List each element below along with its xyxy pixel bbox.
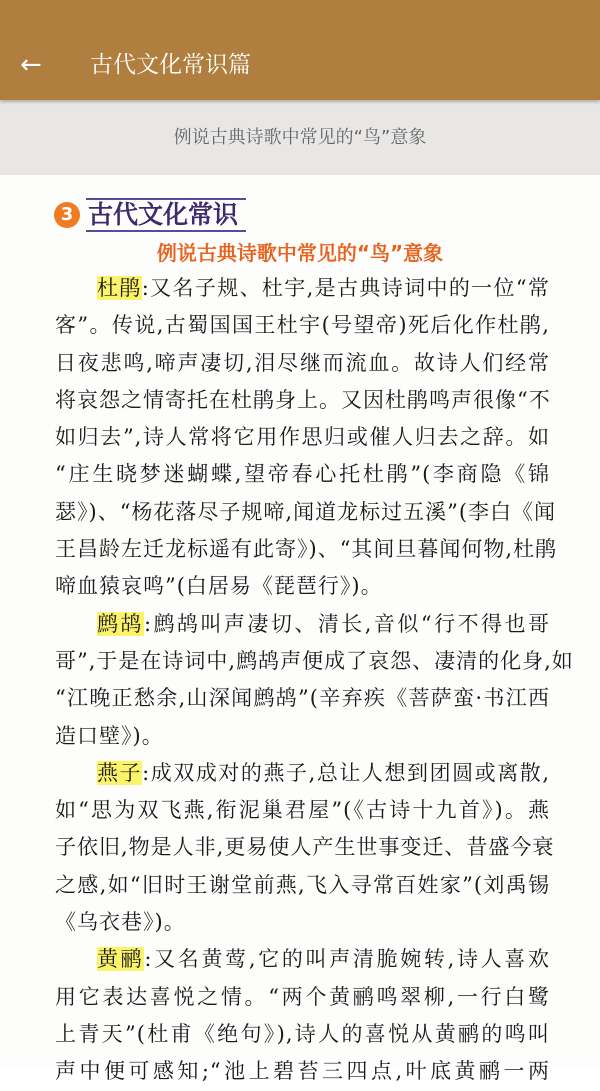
page-title: 古代文化常识篇 bbox=[90, 52, 251, 78]
text-line bbox=[55, 270, 550, 307]
line-text: :又名子规、杜宇,是古典诗词中的一位“常 bbox=[141, 276, 550, 300]
line-text: 将哀怨之情寄托在杜鹃身上。又因杜鹃鸣声很像“不 bbox=[55, 387, 551, 412]
text-line bbox=[55, 1016, 550, 1053]
line-text: :鹧鸪叫声凄切、清长,音似“行不得也哥 bbox=[143, 611, 550, 636]
text-line bbox=[55, 829, 555, 866]
line-text: 上青天”(杜甫《绝句》),诗人的喜悦从黄鹂的鸣叫 bbox=[55, 1021, 550, 1046]
text-line bbox=[55, 419, 550, 456]
arrow-left-icon: ← bbox=[20, 50, 42, 80]
line-text: 如归去”,诗人常将它用作思归或催人归去之辞。如 bbox=[55, 425, 550, 450]
text-line bbox=[55, 382, 550, 419]
highlighted-keyword: 黄鹂 bbox=[97, 947, 145, 972]
line-text: “庄生晓梦迷蝴蝶,望帝春心托杜鹃”(李商隐《锦 bbox=[55, 462, 550, 487]
line-text: 子依旧,物是人非,更易使人产生世事变迁、昔盛今衰 bbox=[55, 835, 555, 860]
line-text: “江晚正愁余,山深闻鹧鸪”(辛弃疾《菩萨蛮·书江西 bbox=[55, 686, 550, 711]
text-line bbox=[55, 979, 550, 1016]
line-text: 造口壁》)。 bbox=[55, 723, 164, 748]
text-line bbox=[55, 867, 550, 904]
line-text: 客”。传说,古蜀国国王杜宇(号望帝)死后化作杜鹃, bbox=[55, 313, 550, 338]
text-line bbox=[55, 345, 550, 382]
paragraph bbox=[55, 270, 558, 606]
text-line bbox=[55, 792, 550, 829]
article-page[interactable] bbox=[0, 175, 600, 1084]
article-subtitle: 例说古典诗歌中常见的“鸟”意象 bbox=[0, 100, 600, 175]
text-line bbox=[55, 568, 550, 605]
line-text: 王昌龄左迁龙标遥有此寄》)、“其间旦暮闻何物,杜鹃 bbox=[55, 537, 558, 562]
line-text: 瑟》)、“杨花落尽子规啼,闻道龙标过五溪”(李白《闻 bbox=[55, 499, 557, 524]
section-header bbox=[54, 197, 246, 233]
text-line bbox=[55, 643, 574, 680]
text-line bbox=[55, 680, 550, 717]
paragraph bbox=[55, 941, 550, 1090]
article-heading: 例说古典诗歌中常见的“鸟”意象 bbox=[156, 241, 444, 265]
line-text: 《乌衣巷》)。 bbox=[55, 910, 186, 935]
app-bar bbox=[0, 0, 600, 100]
text-line bbox=[55, 606, 550, 643]
paragraph bbox=[55, 606, 574, 755]
line-text: 用它表达喜悦之情。“两个黄鹂鸣翠柳,一行白鹭 bbox=[55, 984, 550, 1009]
text-line bbox=[55, 718, 550, 755]
text-line bbox=[55, 456, 550, 493]
line-text: 日夜悲鸣,啼声凄切,泪尽继而流血。故诗人们经常 bbox=[55, 350, 550, 375]
highlighted-keyword: 燕子 bbox=[97, 760, 143, 785]
section-number: 3 bbox=[54, 202, 80, 228]
text-line bbox=[55, 904, 550, 941]
line-text: 声中便可感知;“池上碧苔三四点,叶底黄鹂一两 bbox=[55, 1059, 550, 1084]
line-text: 之感,如“旧时王谢堂前燕,飞入寻常百姓家”(刘禹锡 bbox=[55, 872, 550, 897]
line-text: :又名黄莺,它的叫声清脆婉转,诗人喜欢 bbox=[144, 947, 550, 972]
text-line bbox=[55, 307, 550, 344]
highlighted-keyword: 鹧鸪 bbox=[97, 611, 144, 636]
text-line bbox=[55, 494, 557, 531]
line-text: :成双成对的燕子,总让人想到团圆或离散, bbox=[142, 760, 550, 785]
section-title: 古代文化常识 bbox=[86, 198, 246, 232]
line-text: 哥”,于是在诗词中,鹧鸪声便成了哀怨、凄清的化身,如 bbox=[55, 648, 574, 673]
highlighted-keyword: 杜鹃 bbox=[97, 276, 142, 300]
paragraph bbox=[55, 755, 555, 941]
line-text: 啼血猿哀鸣”(白居易《琵琶行》)。 bbox=[55, 574, 383, 599]
text-line bbox=[55, 941, 550, 978]
text-line bbox=[55, 1053, 550, 1090]
article-body bbox=[55, 270, 574, 1091]
line-text: 如“思为双飞燕,衔泥巢君屋”(《古诗十九首》)。燕 bbox=[55, 798, 550, 823]
text-line bbox=[55, 755, 550, 792]
back-button[interactable] bbox=[20, 50, 50, 80]
text-line bbox=[55, 531, 558, 568]
